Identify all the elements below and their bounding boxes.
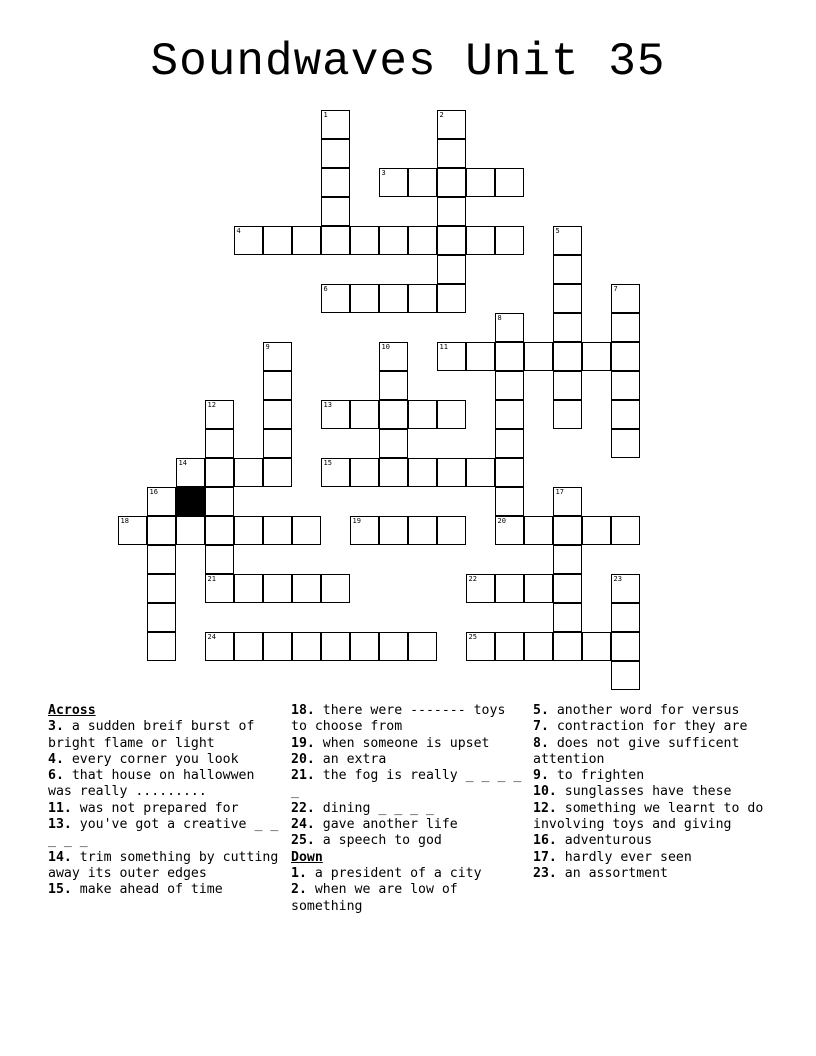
clue-text: there were ------- toys to choose from [291, 703, 506, 735]
clue-text: an assortment [556, 865, 668, 881]
grid-cell[interactable] [379, 284, 408, 313]
grid-cell[interactable] [292, 574, 321, 603]
grid-cell[interactable] [437, 400, 466, 429]
grid-cell[interactable] [495, 429, 524, 458]
clue-text: hardly ever seen [556, 849, 692, 865]
clue-number-label: 3. [48, 719, 64, 735]
across-clue-list [48, 719, 284, 898]
clue-number: 2 [439, 110, 444, 119]
grid-cell[interactable] [147, 574, 176, 603]
grid-cell[interactable] [205, 487, 234, 516]
grid-cell[interactable] [263, 400, 292, 429]
clue-text: adventurous [556, 833, 653, 849]
grid-cell[interactable] [553, 313, 582, 342]
clue-text: to frighten [548, 768, 645, 784]
grid-cell[interactable] [379, 458, 408, 487]
grid-cell[interactable] [611, 400, 640, 429]
clue-number-label: 18. [291, 703, 315, 718]
clue-number-label: 21. [291, 768, 315, 784]
grid-cell[interactable] [234, 226, 263, 255]
clue-number: 17 [555, 487, 564, 496]
grid-cell[interactable] [379, 400, 408, 429]
grid-cell[interactable] [611, 603, 640, 632]
grid-cell[interactable] [437, 226, 466, 255]
clue-number: 25 [468, 632, 477, 641]
clue-number: 8 [497, 313, 502, 322]
grid-cell[interactable] [495, 458, 524, 487]
grid-cell[interactable] [147, 632, 176, 661]
grid-cell[interactable] [553, 603, 582, 632]
grid-cell[interactable] [234, 516, 263, 545]
clue [48, 719, 284, 752]
grid-cell[interactable] [350, 632, 379, 661]
grid-cell[interactable] [495, 342, 524, 371]
grid-cell[interactable] [495, 371, 524, 400]
clue-number: 20 [497, 516, 506, 525]
grid-cell[interactable] [321, 110, 350, 139]
clue-number-label: 25. [291, 833, 315, 849]
grid-cell[interactable] [379, 168, 408, 197]
clue-text: another word for versus [548, 703, 740, 718]
grid-cell[interactable] [611, 284, 640, 313]
grid-cell[interactable] [524, 574, 553, 603]
clue [48, 850, 284, 883]
clue-number: 15 [323, 458, 332, 467]
grid-cell[interactable] [437, 284, 466, 313]
grid-cell[interactable] [408, 226, 437, 255]
across-heading: Across [48, 703, 96, 718]
grid-cell[interactable] [408, 400, 437, 429]
clue-number-label: 13. [48, 817, 72, 833]
grid-cell[interactable] [263, 574, 292, 603]
clue [291, 866, 527, 882]
grid-cell[interactable] [495, 400, 524, 429]
grid-cell[interactable] [582, 632, 611, 661]
grid-cell[interactable] [553, 516, 582, 545]
clue-number: 14 [178, 458, 187, 467]
grid-cell[interactable] [350, 226, 379, 255]
clue [48, 882, 284, 898]
grid-cell[interactable] [234, 574, 263, 603]
grid-cell[interactable] [437, 197, 466, 226]
grid-cell[interactable] [437, 139, 466, 168]
clue-text: a sudden breif burst of bright flame or light [48, 719, 255, 751]
grid-cell[interactable] [321, 284, 350, 313]
clue [533, 719, 769, 735]
grid-cell[interactable] [611, 574, 640, 603]
across-clue-list-continued [291, 703, 527, 850]
clue-number-label: 9. [533, 768, 549, 784]
clue-text: when someone is upset [314, 735, 490, 751]
grid-cell[interactable] [263, 458, 292, 487]
grid-cell[interactable] [321, 197, 350, 226]
grid-cell[interactable] [553, 371, 582, 400]
grid-cell[interactable] [263, 371, 292, 400]
grid-cell[interactable] [437, 168, 466, 197]
clue-text: dining _ _ _ _ [314, 800, 434, 816]
grid-cell[interactable] [466, 632, 495, 661]
clue-number-label: 22. [291, 800, 315, 816]
clue-text: gave another life [314, 817, 458, 833]
clue [291, 768, 527, 801]
grid-cell[interactable] [321, 168, 350, 197]
grid-cell[interactable] [582, 516, 611, 545]
clues-column-1 [48, 703, 284, 899]
grid-cell[interactable] [408, 516, 437, 545]
grid-cell[interactable] [379, 429, 408, 458]
grid-cell[interactable] [437, 342, 466, 371]
clue-number: 18 [120, 516, 129, 525]
grid-cell[interactable] [437, 458, 466, 487]
clue-text: something we learnt to do involving toys and giving [533, 800, 764, 833]
clue-number-label: 24. [291, 817, 315, 833]
clue-number-label: 1. [291, 865, 307, 881]
grid-cell[interactable] [234, 632, 263, 661]
clue-text: make ahead of time [71, 882, 223, 898]
clue-number: 11 [439, 342, 448, 351]
clue-number: 19 [352, 516, 361, 525]
clue [291, 752, 527, 768]
clue-text: trim something by cutting away its outer edges [48, 849, 279, 881]
grid-cell[interactable] [350, 284, 379, 313]
grid-cell[interactable] [466, 226, 495, 255]
grid-cell[interactable] [205, 516, 234, 545]
clue-number: 3 [381, 168, 386, 177]
clue-number: 7 [613, 284, 618, 293]
clue [533, 801, 769, 834]
grid-cell[interactable] [553, 632, 582, 661]
clue-number-label: 12. [533, 800, 557, 816]
grid-cell[interactable] [466, 168, 495, 197]
grid-cell[interactable] [263, 429, 292, 458]
clues-column-3 [533, 703, 769, 882]
clue-text: does not give sufficent attention [533, 735, 740, 767]
grid-cell[interactable] [495, 632, 524, 661]
clue [533, 833, 769, 849]
grid-cell[interactable] [379, 371, 408, 400]
grid-cell[interactable] [437, 255, 466, 284]
grid-cell[interactable] [176, 458, 205, 487]
clue-number-label: 23. [533, 865, 557, 881]
grid-cell[interactable] [205, 632, 234, 661]
grid-cell[interactable] [408, 284, 437, 313]
grid-cell[interactable] [611, 661, 640, 690]
clue [48, 801, 284, 817]
clue-number: 5 [555, 226, 560, 235]
grid-cell[interactable] [379, 342, 408, 371]
page-title: Soundwaves Unit 35 [150, 36, 666, 88]
clue-text: an extra [314, 751, 387, 767]
clue-number-label: 4. [48, 751, 64, 767]
clue [48, 768, 284, 801]
clue-number: 23 [613, 574, 622, 583]
black-square [176, 487, 205, 516]
grid-cell[interactable] [321, 574, 350, 603]
grid-cell[interactable] [118, 516, 147, 545]
grid-cell[interactable] [437, 516, 466, 545]
grid-cell[interactable] [147, 487, 176, 516]
grid-cell[interactable] [292, 516, 321, 545]
clue [291, 817, 527, 833]
grid-cell[interactable] [379, 516, 408, 545]
grid-cell[interactable] [263, 342, 292, 371]
clue-number-label: 7. [533, 719, 549, 735]
grid-cell[interactable] [524, 516, 553, 545]
clue-number: 24 [207, 632, 216, 641]
grid-cell[interactable] [321, 139, 350, 168]
grid-cell[interactable] [553, 400, 582, 429]
clue-number: 16 [149, 487, 158, 496]
grid-cell[interactable] [553, 255, 582, 284]
clue [291, 801, 527, 817]
clue-number-label: 8. [533, 735, 549, 751]
down-heading: Down [291, 849, 323, 865]
grid-cell[interactable] [553, 226, 582, 255]
grid-cell[interactable] [524, 342, 553, 371]
clue-text: sunglasses have these [556, 784, 732, 800]
clue-number-label: 15. [48, 882, 72, 898]
grid-cell[interactable] [379, 226, 408, 255]
grid-cell[interactable] [553, 487, 582, 516]
grid-cell[interactable] [292, 226, 321, 255]
grid-cell[interactable] [495, 313, 524, 342]
clue-number-label: 5. [533, 703, 549, 718]
clue-number-label: 17. [533, 849, 557, 865]
grid-cell[interactable] [408, 168, 437, 197]
clue [533, 768, 769, 784]
grid-cell[interactable] [321, 458, 350, 487]
clue [48, 752, 284, 768]
grid-cell[interactable] [263, 516, 292, 545]
clue [533, 866, 769, 882]
grid-cell[interactable] [147, 603, 176, 632]
clue-text: was not prepared for [71, 800, 239, 816]
clue-number-label: 11. [48, 800, 72, 816]
grid-cell[interactable] [147, 516, 176, 545]
clue-number: 6 [323, 284, 328, 293]
clue-text: a speech to god [314, 833, 442, 849]
grid-cell[interactable] [582, 342, 611, 371]
grid-cell[interactable] [205, 545, 234, 574]
clue-number: 9 [265, 342, 270, 351]
grid-cell[interactable] [495, 487, 524, 516]
clue-text: contraction for they are [548, 719, 748, 735]
grid-cell[interactable] [234, 458, 263, 487]
clue-number: 22 [468, 574, 477, 583]
clue-number-label: 14. [48, 849, 72, 865]
grid-cell[interactable] [466, 458, 495, 487]
clue-number-label: 2. [291, 882, 307, 898]
grid-cell[interactable] [350, 400, 379, 429]
grid-cell[interactable] [205, 429, 234, 458]
clue-number: 10 [381, 342, 390, 351]
grid-cell[interactable] [321, 632, 350, 661]
clue [291, 736, 527, 752]
clue-text: when we are low of something [291, 882, 458, 914]
clue-text: every corner you look [63, 751, 239, 767]
clue-text: the fog is really _ _ _ _ _ [291, 768, 522, 800]
grid-cell[interactable] [205, 400, 234, 429]
clue-number-label: 19. [291, 735, 315, 751]
grid-cell[interactable] [321, 400, 350, 429]
grid-cell[interactable] [524, 632, 553, 661]
grid-cell[interactable] [611, 371, 640, 400]
grid-cell[interactable] [321, 226, 350, 255]
grid-cell[interactable] [495, 168, 524, 197]
clue-number-label: 16. [533, 833, 557, 849]
grid-cell[interactable] [205, 458, 234, 487]
clues-column-2 [291, 703, 527, 915]
clue [291, 882, 527, 915]
grid-cell[interactable] [611, 342, 640, 371]
grid-cell[interactable] [495, 226, 524, 255]
grid-cell[interactable] [553, 574, 582, 603]
clue-number-label: 6. [48, 768, 64, 784]
clue [291, 833, 527, 849]
clue-text: a president of a city [306, 865, 482, 881]
clue [533, 784, 769, 800]
grid-cell[interactable] [466, 574, 495, 603]
grid-cell[interactable] [611, 313, 640, 342]
grid-cell[interactable] [611, 516, 640, 545]
grid-cell[interactable] [495, 574, 524, 603]
down-clue-list [291, 866, 527, 915]
grid-cell[interactable] [176, 516, 205, 545]
grid-cell[interactable] [263, 226, 292, 255]
clue-number: 13 [323, 400, 332, 409]
grid-cell[interactable] [466, 342, 495, 371]
clue-number: 1 [323, 110, 328, 119]
clue-text: you've got a creative _ _ _ _ _ [48, 817, 279, 849]
clue-number: 4 [236, 226, 241, 235]
grid-cell[interactable] [408, 632, 437, 661]
grid-cell[interactable] [350, 458, 379, 487]
clue-number-label: 10. [533, 784, 557, 800]
clue-number: 21 [207, 574, 216, 583]
grid-cell[interactable] [553, 284, 582, 313]
grid-cell[interactable] [205, 574, 234, 603]
grid-cell[interactable] [147, 545, 176, 574]
grid-cell[interactable] [350, 516, 379, 545]
grid-cell[interactable] [553, 545, 582, 574]
down-clue-list-continued [533, 703, 769, 882]
grid-cell[interactable] [553, 342, 582, 371]
grid-cell[interactable] [263, 632, 292, 661]
grid-cell[interactable] [379, 632, 408, 661]
grid-cell[interactable] [611, 429, 640, 458]
clue [48, 817, 284, 850]
grid-cell[interactable] [611, 632, 640, 661]
grid-cell[interactable] [292, 632, 321, 661]
clue-number-label: 20. [291, 751, 315, 767]
clue-number: 12 [207, 400, 216, 409]
grid-cell[interactable] [408, 458, 437, 487]
clue [533, 703, 769, 719]
clue [533, 850, 769, 866]
grid-cell[interactable] [437, 110, 466, 139]
grid-cell[interactable] [495, 516, 524, 545]
clue [533, 736, 769, 769]
clue-text: that house on hallowwen was really ......... [48, 768, 255, 800]
clue [291, 703, 527, 736]
